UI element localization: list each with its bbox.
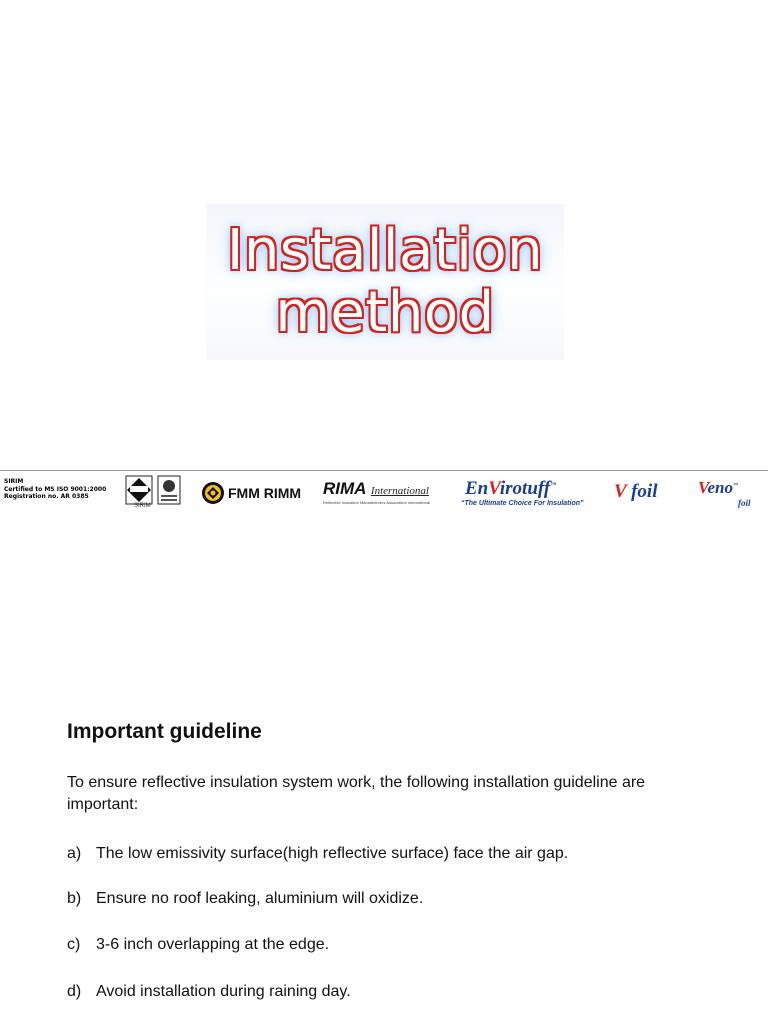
list-marker: d)	[67, 983, 82, 1000]
cert-line: SIRIM	[4, 478, 24, 485]
rima-main-text: RIMA	[323, 479, 367, 498]
page-title: Important guideline	[67, 720, 262, 743]
fmm-emblem-icon	[201, 481, 225, 505]
title-image	[206, 204, 564, 360]
vfoil-v-mark: V	[614, 481, 627, 502]
veno-text: eno	[707, 478, 733, 497]
envirotuff-tagline: “The Ultimate Choice For Insulation”	[461, 500, 584, 507]
rima-international-text: International	[370, 485, 429, 497]
title-line-1: Installation	[226, 218, 544, 283]
envirotuff-v-mark: V	[488, 478, 500, 499]
list-item-text: Avoid installation during raining day.	[96, 983, 351, 1000]
veno-v-mark: V	[698, 478, 708, 497]
rima-logo	[323, 479, 430, 505]
list-item	[67, 888, 423, 910]
vfoil-logo	[614, 481, 657, 503]
envirotuff-tm: ™	[550, 482, 557, 489]
cert-line: Registration no. AR 0385	[4, 493, 89, 500]
footer-divider	[0, 470, 768, 471]
cert-line: Certified to MS ISO 9001:2000	[4, 485, 107, 493]
envirotuff-logo	[461, 478, 584, 507]
list-item	[67, 843, 568, 865]
fmm-rimm-text: FMM RIMM	[228, 485, 302, 501]
certification-text	[4, 478, 106, 501]
list-marker: a)	[67, 845, 82, 862]
fmm-rimm-logo	[201, 481, 301, 505]
list-marker: b)	[67, 890, 82, 907]
envirotuff-prefix: En	[465, 478, 489, 499]
list-item	[67, 981, 351, 1003]
list-item	[67, 934, 329, 956]
title-line-2: method	[275, 280, 495, 345]
veno-tm: ™	[732, 483, 738, 489]
vfoil-text: foil	[631, 481, 658, 502]
list-item-text: 3-6 inch overlapping at the edge.	[96, 936, 330, 953]
list-marker: c)	[67, 936, 81, 953]
sirim-caption: SIRIM	[134, 503, 151, 509]
veno-foil-logo	[698, 478, 751, 508]
list-item-text: The low emissivity surface(high reflective surface) face the air gap.	[96, 845, 569, 862]
envirotuff-suffix: irotuff	[499, 478, 551, 499]
veno-subtext: foil	[738, 498, 751, 508]
list-item-text: Ensure no roof leaking, aluminium will oxidize.	[96, 890, 424, 907]
rima-subtitle: Reflective Insulation Manufacturers Association International	[323, 500, 430, 505]
intro-paragraph: To ensure reflective insulation system work, the following installation guideline are important:	[67, 774, 646, 813]
